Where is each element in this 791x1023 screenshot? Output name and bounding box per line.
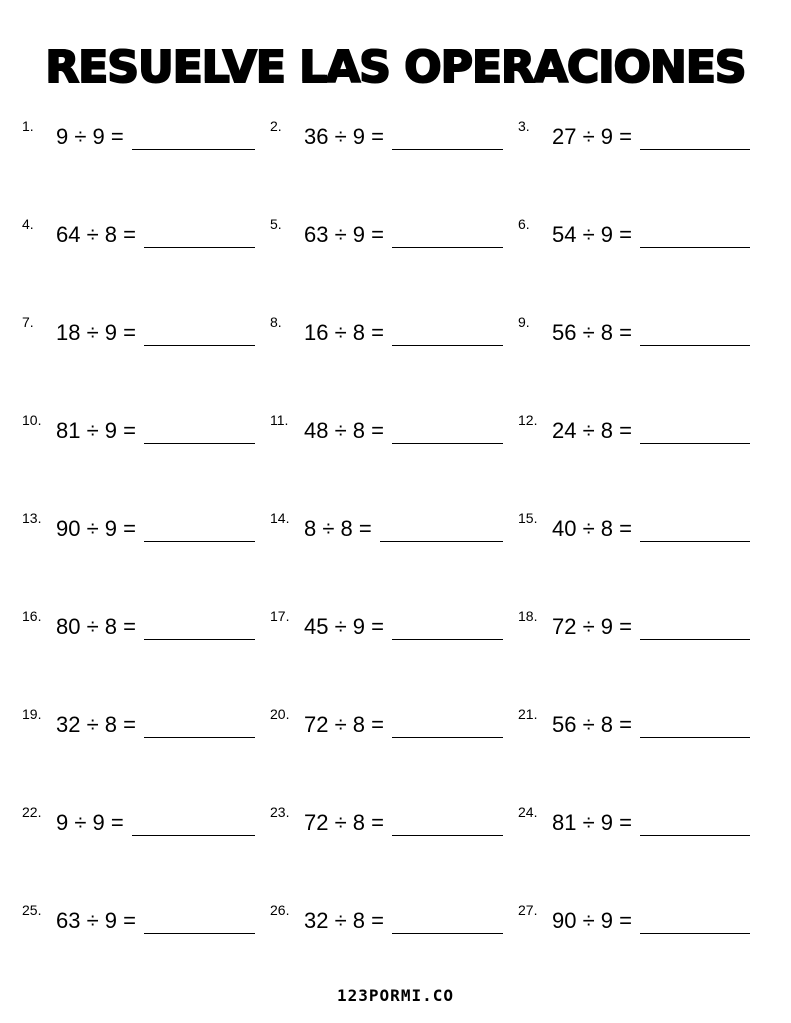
problem-item [518,608,750,648]
problem-item [270,314,503,354]
problem-item [518,706,750,746]
problem-item [518,804,750,844]
problem-item [22,706,255,746]
problem-item [22,118,255,158]
problem-number: 25. [22,902,42,918]
problem-item [270,902,503,942]
problem-number: 14. [270,510,290,526]
problem-expression: 80 ÷ 8 = [56,614,136,639]
problem-expression: 90 ÷ 9 = [56,516,136,541]
problem-number: 13. [22,510,42,526]
problem-number: 4. [22,216,34,232]
problem-number: 19. [22,706,42,722]
problem-expression: 72 ÷ 8 = [304,712,384,737]
problem-item [22,804,255,844]
problem-item [22,608,255,648]
problem-number: 17. [270,608,290,624]
problem-item [22,216,255,256]
problem-number: 15. [518,510,538,526]
problem-item [518,412,750,452]
problem-item [518,902,750,942]
problem-expression: 56 ÷ 8 = [552,320,632,345]
answer-blank[interactable] [392,344,503,346]
problem-expression: 45 ÷ 9 = [304,614,384,639]
problem-item [22,902,255,942]
problem-expression: 32 ÷ 8 = [304,908,384,933]
problem-expression: 56 ÷ 8 = [552,712,632,737]
problem-expression: 9 ÷ 9 = [56,810,124,835]
problem-number: 21. [518,706,538,722]
problem-item [270,412,503,452]
answer-blank[interactable] [640,638,750,640]
page-title: RESUELVE LAS OPERACIONES [45,42,746,93]
problem-number: 2. [270,118,282,134]
answer-blank[interactable] [144,246,255,248]
problem-expression: 72 ÷ 9 = [552,614,632,639]
problem-expression: 32 ÷ 8 = [56,712,136,737]
problem-item [22,510,255,550]
problem-number: 7. [22,314,34,330]
problem-item [22,412,255,452]
answer-blank[interactable] [132,148,255,150]
problem-expression: 64 ÷ 8 = [56,222,136,247]
problem-number: 1. [22,118,34,134]
answer-blank[interactable] [380,540,503,542]
problem-number: 18. [518,608,538,624]
problem-number: 26. [270,902,290,918]
problem-number: 20. [270,706,290,722]
problem-expression: 81 ÷ 9 = [56,418,136,443]
answer-blank[interactable] [144,638,255,640]
answer-blank[interactable] [640,344,750,346]
problem-number: 8. [270,314,282,330]
footer-brand: 123PORMI.CO [337,986,454,1005]
problem-number: 12. [518,412,538,428]
problem-item [270,608,503,648]
problem-expression: 16 ÷ 8 = [304,320,384,345]
problem-number: 10. [22,412,42,428]
answer-blank[interactable] [392,442,503,444]
problem-number: 3. [518,118,530,134]
answer-blank[interactable] [392,834,503,836]
problem-expression: 24 ÷ 8 = [552,418,632,443]
problem-item [270,118,503,158]
answer-blank[interactable] [640,932,750,934]
problem-item [518,314,750,354]
answer-blank[interactable] [144,736,255,738]
answer-blank[interactable] [392,932,503,934]
problem-expression: 36 ÷ 9 = [304,124,384,149]
problem-expression: 8 ÷ 8 = [304,516,372,541]
problem-number: 23. [270,804,290,820]
problem-item [270,216,503,256]
problem-item [518,118,750,158]
answer-blank[interactable] [144,540,255,542]
problem-item [518,216,750,256]
answer-blank[interactable] [392,246,503,248]
answer-blank[interactable] [392,148,503,150]
problem-number: 5. [270,216,282,232]
answer-blank[interactable] [640,442,750,444]
answer-blank[interactable] [392,638,503,640]
problem-expression: 81 ÷ 9 = [552,810,632,835]
problem-number: 24. [518,804,538,820]
problem-expression: 9 ÷ 9 = [56,124,124,149]
answer-blank[interactable] [640,246,750,248]
answer-blank[interactable] [640,736,750,738]
problem-expression: 90 ÷ 9 = [552,908,632,933]
problem-item [22,314,255,354]
problem-item [270,804,503,844]
answer-blank[interactable] [144,932,255,934]
problem-number: 9. [518,314,530,330]
answer-blank[interactable] [640,540,750,542]
problem-expression: 63 ÷ 9 = [304,222,384,247]
problem-number: 22. [22,804,42,820]
problem-item [270,706,503,746]
problem-number: 16. [22,608,42,624]
problem-expression: 54 ÷ 9 = [552,222,632,247]
answer-blank[interactable] [144,344,255,346]
problem-number: 27. [518,902,538,918]
answer-blank[interactable] [640,834,750,836]
problem-expression: 72 ÷ 8 = [304,810,384,835]
problem-number: 11. [270,412,289,428]
problem-expression: 18 ÷ 9 = [56,320,136,345]
problem-expression: 63 ÷ 9 = [56,908,136,933]
answer-blank[interactable] [640,148,750,150]
answer-blank[interactable] [144,442,255,444]
problem-expression: 48 ÷ 8 = [304,418,384,443]
problem-item [518,510,750,550]
problem-item [270,510,503,550]
answer-blank[interactable] [392,736,503,738]
problem-expression: 40 ÷ 8 = [552,516,632,541]
answer-blank[interactable] [132,834,255,836]
problem-number: 6. [518,216,530,232]
problem-expression: 27 ÷ 9 = [552,124,632,149]
